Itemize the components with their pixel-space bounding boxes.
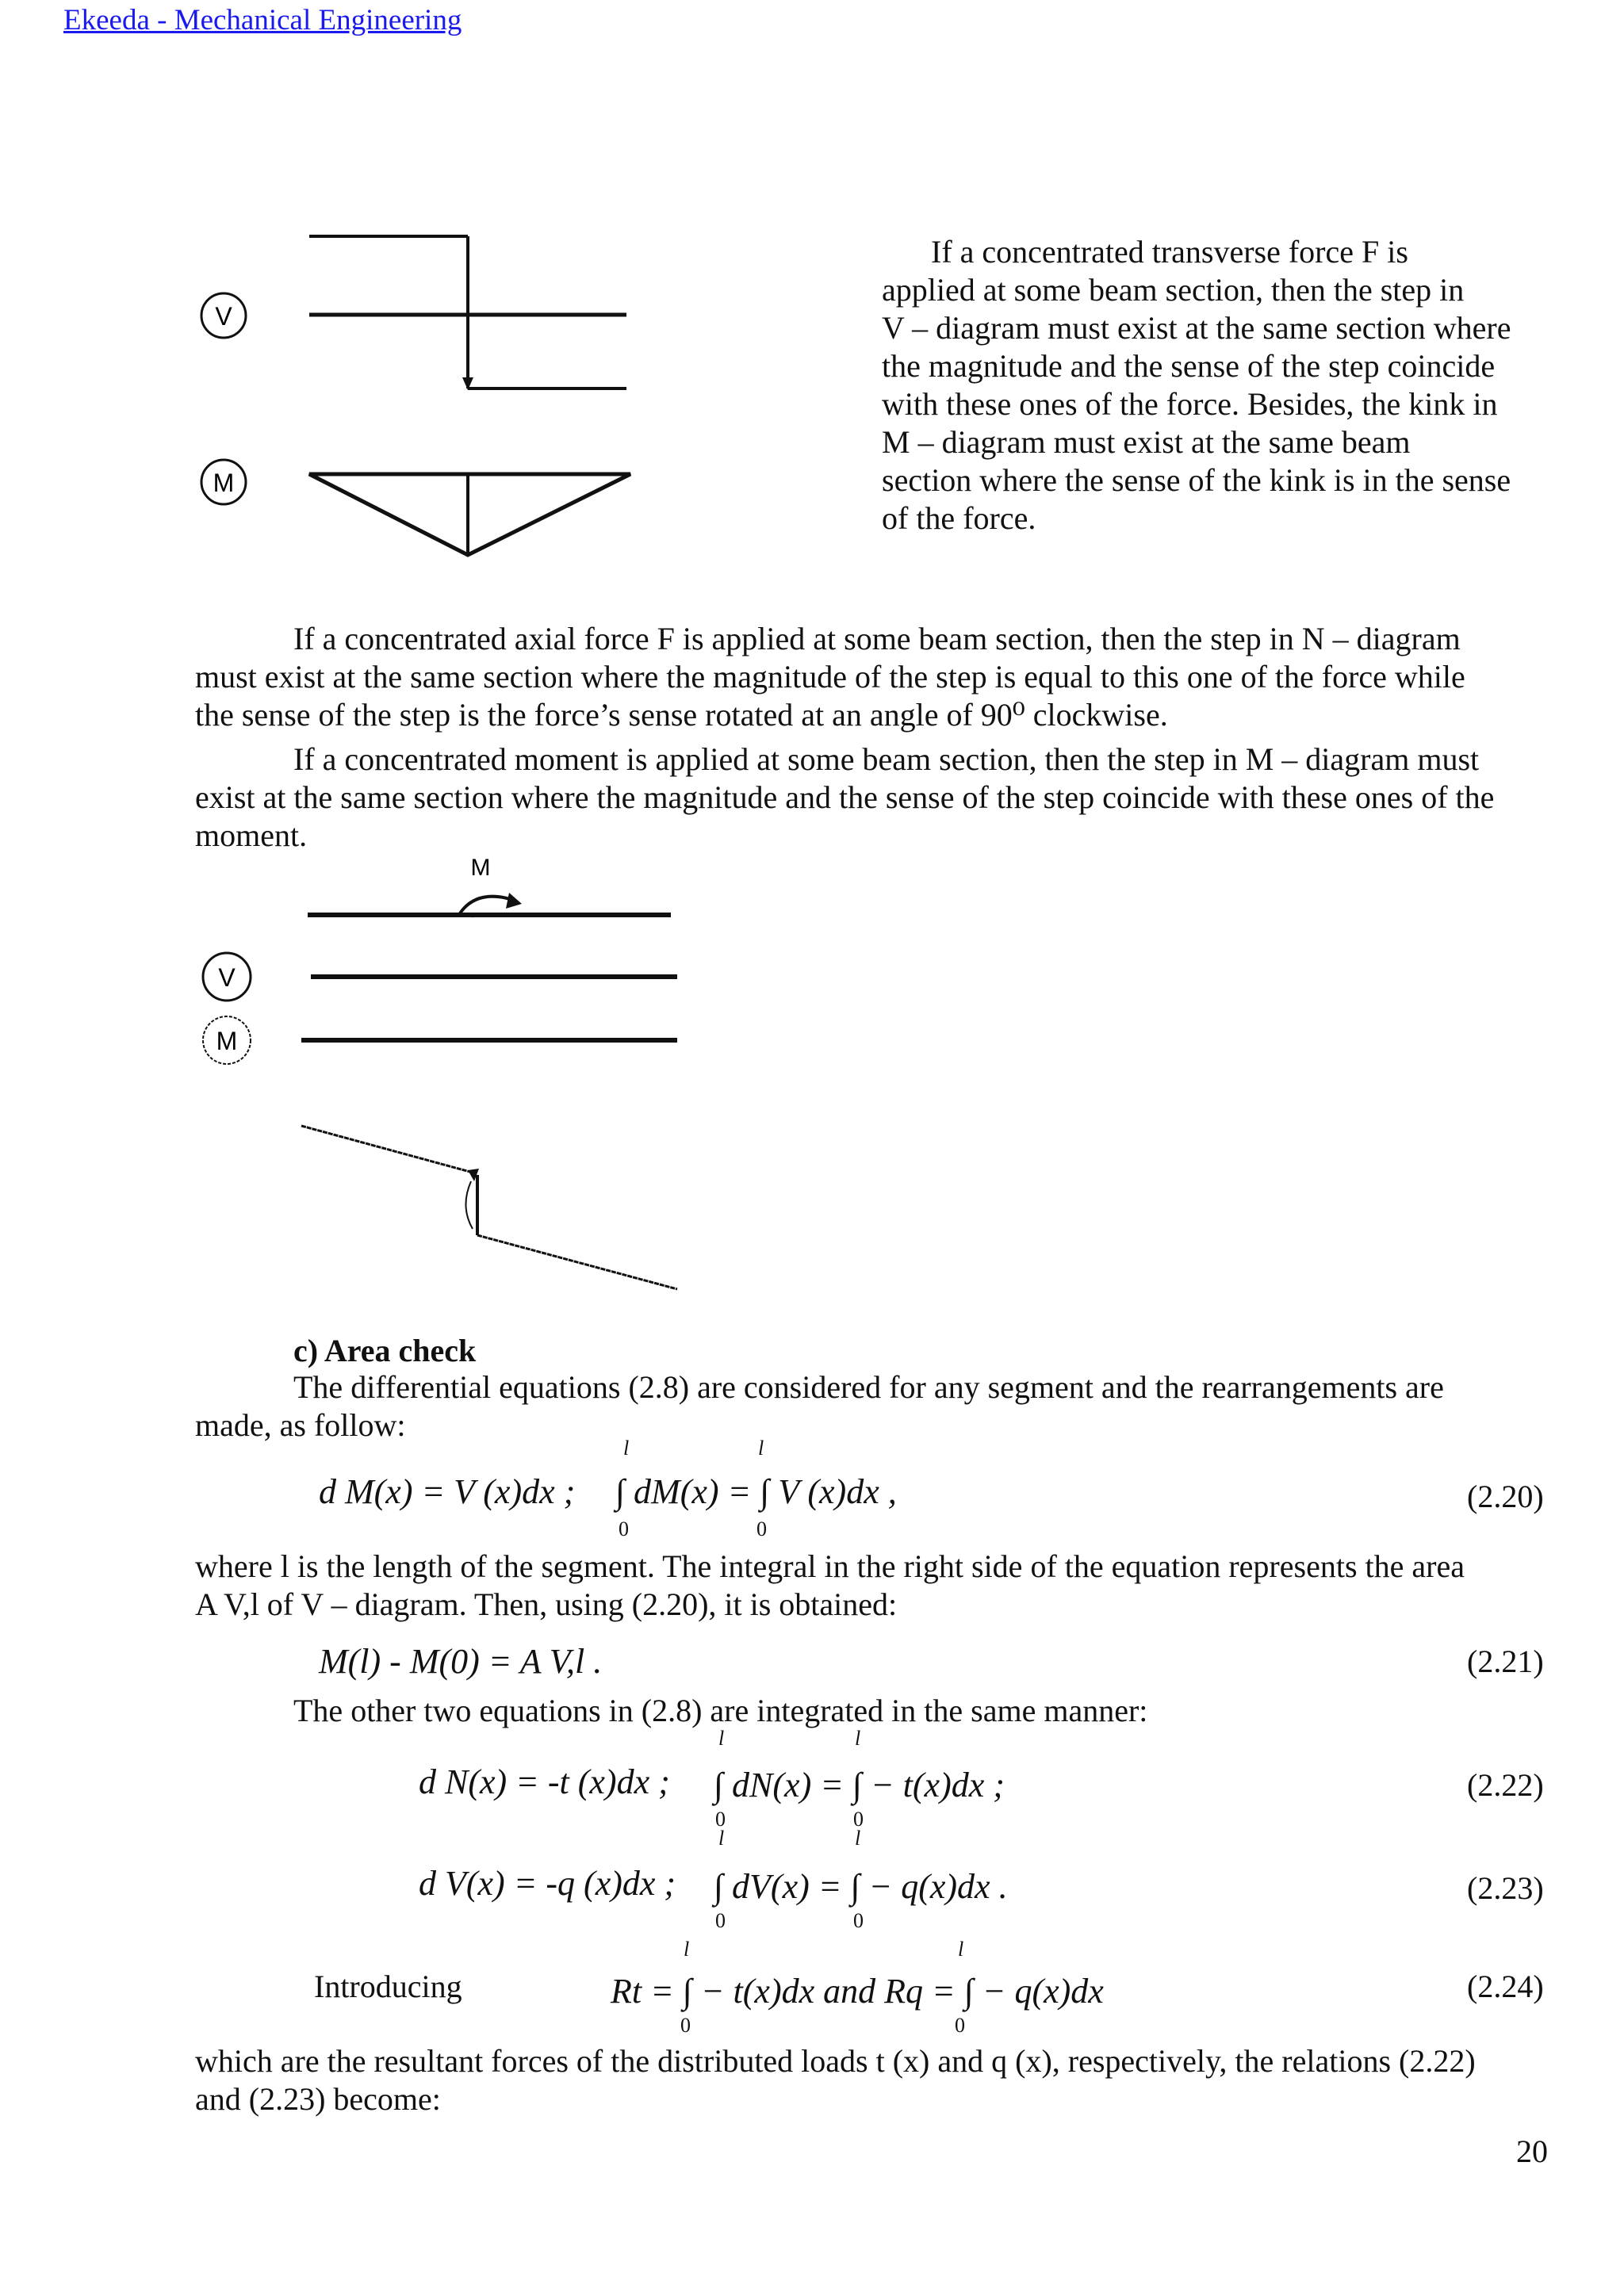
v-badge-2-label: V — [218, 963, 236, 992]
right-para-line-7: section where the sense of the kink is in the sense — [882, 462, 1511, 498]
where-line-2: A V,l of V – diagram. Then, using (2.20), it is obtained: — [195, 1586, 898, 1622]
right-para-line-3: V – diagram must exist at the same section where — [882, 310, 1511, 346]
moment-line-1: If a concentrated moment is applied at some beam section, then the step in M – diagram must — [293, 741, 1480, 777]
right-para-line-5: with these ones of the force. Besides, the kink in — [882, 386, 1498, 422]
eq-2-20-integral: ∫ dM(x) = ∫ V (x)dx , — [615, 1472, 897, 1511]
section-c-heading: c) Area check — [293, 1333, 477, 1368]
right-para-line-4: the magnitude and the sense of the step coincide — [882, 348, 1496, 384]
eq-2-23-upper-limit-1: l — [718, 1827, 725, 1850]
eq-2-23-lower-limit-1: 0 — [715, 1909, 726, 1932]
other-paragraph: The other two equations in (2.8) are integrated in the same manner: — [293, 1693, 1148, 1728]
moment-label: M — [470, 855, 491, 881]
eq-2-20-upper-limit-1: l — [623, 1437, 630, 1460]
figure-concentrated-moment — [190, 848, 698, 1308]
m-badge-label: M — [213, 469, 235, 497]
right-para-line-1: If a concentrated transverse force F is — [931, 234, 1408, 270]
eq-2-24-number: (2.24) — [1467, 1969, 1544, 2004]
m-badge-2 — [203, 1016, 251, 1064]
axial-line-1: If a concentrated axial force F is applied at some beam section, then the step in N – diagram — [293, 621, 1461, 656]
m-diagram — [309, 474, 630, 555]
eq-2-20-lower-limit-2: 0 — [756, 1517, 767, 1540]
v-badge — [201, 293, 246, 338]
right-para-line-2: applied at some beam section, then the step in — [882, 272, 1465, 308]
eq-2-20-number: (2.20) — [1467, 1479, 1544, 1514]
eq-2-23-right: ∫ dV(x) = ∫ − q(x)dx . — [714, 1867, 1008, 1906]
section-c-line-2: made, as follow: — [195, 1407, 406, 1443]
where-line-1: where l is the length of the segment. The integral in the right side of the equation represents the area — [195, 1548, 1465, 1584]
which-line-1: which are the resultant forces of the distributed loads t (x) and q (x), respectively, the relations (2.22) — [195, 2043, 1476, 2079]
eq-2-20-left: d M(x) = V (x)dx ; — [319, 1472, 576, 1511]
eq-2-23-upper-limit-2: l — [855, 1827, 861, 1850]
eq-2-24-upper-limit-1: l — [684, 1938, 690, 1961]
eq-2-22-lower-limit-2: 0 — [853, 1808, 864, 1831]
eq-2-23-left: d V(x) = -q (x)dx ; — [419, 1864, 676, 1903]
v-badge-label: V — [215, 302, 232, 331]
section-c-paragraph — [195, 1368, 1556, 1445]
right-para-line-8: of the force. — [882, 500, 1036, 536]
moment-paragraph — [195, 740, 1556, 855]
page-number: 20 — [1516, 2133, 1548, 2169]
header-link[interactable]: Ekeeda - Mechanical Engineering — [63, 4, 462, 36]
eq-2-24-upper-limit-2: l — [958, 1938, 964, 1961]
eq-2-22-left: d N(x) = -t (x)dx ; — [419, 1762, 670, 1801]
m-badge-2-label: M — [216, 1027, 238, 1055]
eq-2-20-lower-limit-1: 0 — [619, 1517, 629, 1540]
transverse-force-paragraph — [882, 233, 1543, 538]
m-badge — [201, 460, 246, 504]
axial-line-2: must exist at the same section where the magnitude of the step is equal to this one of the force while — [195, 659, 1465, 695]
moment-arrow-icon — [506, 893, 522, 909]
eq-2-22-lower-limit-1: 0 — [715, 1808, 726, 1831]
figure-transverse-force — [190, 222, 666, 571]
eq-2-24-lower-limit-1: 0 — [680, 2014, 691, 2037]
moment-line-2: exist at the same section where the magnitude and the sense of the step coincide with these ones of the — [195, 779, 1495, 815]
eq-2-20-upper-limit-2: l — [758, 1437, 764, 1460]
eq-2-22-number: (2.22) — [1467, 1767, 1544, 1803]
eq-2-22-upper-limit-1: l — [718, 1727, 725, 1750]
eq-2-24-intro: Introducing — [314, 1969, 462, 2004]
right-para-line-6: M – diagram must exist at the same beam — [882, 424, 1411, 460]
where-paragraph — [195, 1548, 1556, 1624]
eq-2-23-lower-limit-2: 0 — [853, 1909, 864, 1932]
eq-2-23-number: (2.23) — [1467, 1870, 1544, 1906]
moment-line-3: moment. — [195, 817, 308, 853]
v-badge-2 — [203, 953, 251, 1001]
which-paragraph — [195, 2042, 1556, 2118]
axial-line-3: the sense of the step is the force’s sense rotated at an angle of 90⁰ clockwise. — [195, 697, 1168, 733]
m-step-diagram — [301, 1126, 677, 1289]
section-c-line-1: The differential equations (2.8) are considered for any segment and the rearrangements are — [293, 1369, 1444, 1405]
eq-2-21-number: (2.21) — [1467, 1644, 1544, 1679]
eq-2-24-lower-limit-2: 0 — [955, 2014, 965, 2037]
eq-2-22-right: ∫ dN(x) = ∫ − t(x)dx ; — [714, 1766, 1005, 1804]
v-diagram — [309, 236, 626, 390]
axial-force-paragraph — [195, 620, 1556, 734]
eq-2-24: Rt = ∫ − t(x)dx and Rq = ∫ − q(x)dx — [611, 1972, 1104, 2011]
eq-2-21: M(l) - M(0) = A V,l . — [319, 1642, 603, 1681]
which-line-2: and (2.23) become: — [195, 2081, 441, 2117]
eq-2-22-upper-limit-2: l — [855, 1727, 861, 1750]
